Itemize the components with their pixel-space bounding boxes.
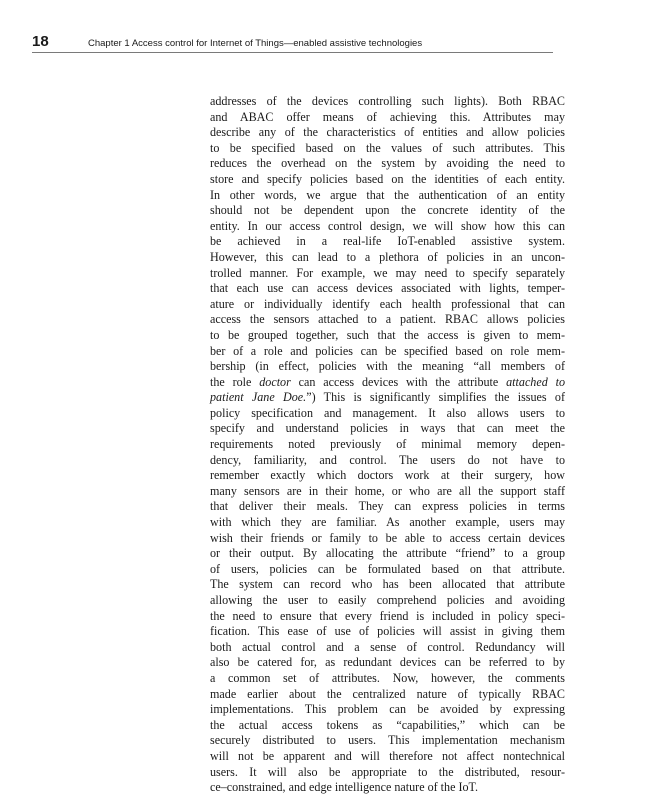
- text-line: a common set of attributes. Now, however, the comments: [210, 670, 565, 685]
- text-line: the need to ensure that every friend is included in policy speci-: [210, 608, 565, 623]
- text-line: remember exactly which doctors work at their surgery, how: [210, 468, 565, 483]
- text-line: fication. This ease of use of policies will assist in giving them: [210, 624, 565, 639]
- text-line: wish their friends or family to be able to access certain devices: [210, 530, 565, 545]
- text-line: be achieved in a real-life IoT-enabled assistive system.: [210, 234, 565, 249]
- text-run: can access devices with the attribute: [290, 374, 507, 389]
- text-run: ”) This is significantly simplifies the issues of: [306, 390, 565, 405]
- text-line: bership (in effect, policies with the meaning “all members of: [210, 359, 565, 374]
- running-head: Chapter 1 Access control for Internet of Things—enabled assistive technologies: [88, 38, 423, 49]
- text-line: The system can record who has been allocated that attribute: [210, 577, 565, 592]
- text-line: to be specified based on the values of such attributes. This: [210, 140, 565, 155]
- text-line: However, this can lead to a plethora of policies in an uncon-: [210, 249, 565, 264]
- text-line: securely distributed to users. This implementation mechanism: [210, 733, 565, 748]
- text-line: that each use can access devices associated with lights, temper-: [210, 281, 565, 296]
- text-line: specify and understand policies in ways that can meet the: [210, 421, 565, 436]
- text-line: ber of a role and policies can be specified based on role mem-: [210, 343, 565, 358]
- text-line: describe any of the characteristics of entities and allow policies: [210, 125, 565, 140]
- text-line: access the sensors attached to a patient. RBAC allows policies: [210, 312, 565, 327]
- text-line: policy specification and management. It also allows users to: [210, 405, 565, 420]
- text-line: entity. In our access control design, we will show how this can: [210, 218, 565, 233]
- text-line-last: ce–constrained, and edge intelligence nature of the IoT.: [210, 780, 479, 795]
- text-line: and ABAC offer means of achieving this. Attributes may: [210, 109, 565, 124]
- text-line: with which they are familiar. As another example, users may: [210, 515, 565, 530]
- text-line: that deliver their meals. They can express policies in terms: [210, 499, 565, 514]
- italic-term: patient Jane Doe.: [210, 390, 307, 405]
- text-run: the role: [210, 374, 260, 389]
- text-line: or their output. By allocating the attribute “friend” to a group: [210, 546, 565, 561]
- text-line: store and specify policies based on the identities of each entity.: [210, 171, 565, 186]
- text-line: allowing the user to easily comprehend policies and avoiding: [210, 593, 565, 607]
- text-line: many sensors are in their home, or who are all the support staff: [210, 483, 565, 498]
- text-line: ature or individually identify each health professional that can: [210, 296, 565, 311]
- italic-term: attached to: [506, 374, 566, 389]
- text-line: should not be dependent upon the concrete identity of the: [210, 203, 565, 218]
- text-line: requirements noted previously of minimal memory depen-: [210, 437, 565, 452]
- page-number: 18: [32, 33, 49, 50]
- text-line: implementations. This problem can be avoided by expressing: [210, 702, 565, 717]
- text-line: In other words, we argue that the authentication of an entity: [210, 187, 565, 202]
- text-line: reduces the overhead on the system by avoiding the need to: [210, 156, 565, 171]
- text-line: addresses of the devices controlling such lights). Both RBAC: [210, 94, 565, 108]
- page-header: [32, 34, 553, 53]
- text-line: made earlier about the centralized nature of typically RBAC: [210, 686, 565, 701]
- text-line: of users, policies can be formulated based on that attribute.: [210, 561, 565, 576]
- italic-term: doctor: [259, 374, 291, 389]
- text-line: will not be apparent and will therefore not affect nontechnical: [210, 748, 565, 763]
- text-line: also be catered for, as redundant devices can be referred to by: [210, 655, 565, 670]
- text-line-mixed: [210, 375, 565, 391]
- body-paragraph: [210, 94, 565, 796]
- text-line-mixed: [210, 390, 565, 406]
- text-line: dency, familiarity, and control. The users do not have to: [210, 452, 565, 467]
- text-line: trolled manner. For example, we may need to specify separately: [210, 265, 565, 280]
- text-line: users. It will also be appropriate to the distributed, resour-: [210, 764, 565, 779]
- text-line: both actual control and a sense of control. Redundancy will: [210, 639, 565, 654]
- text-line: to be grouped together, such that the access is given to mem-: [210, 327, 565, 342]
- text-line: the actual access tokens as “capabilities,” which can be: [210, 717, 565, 732]
